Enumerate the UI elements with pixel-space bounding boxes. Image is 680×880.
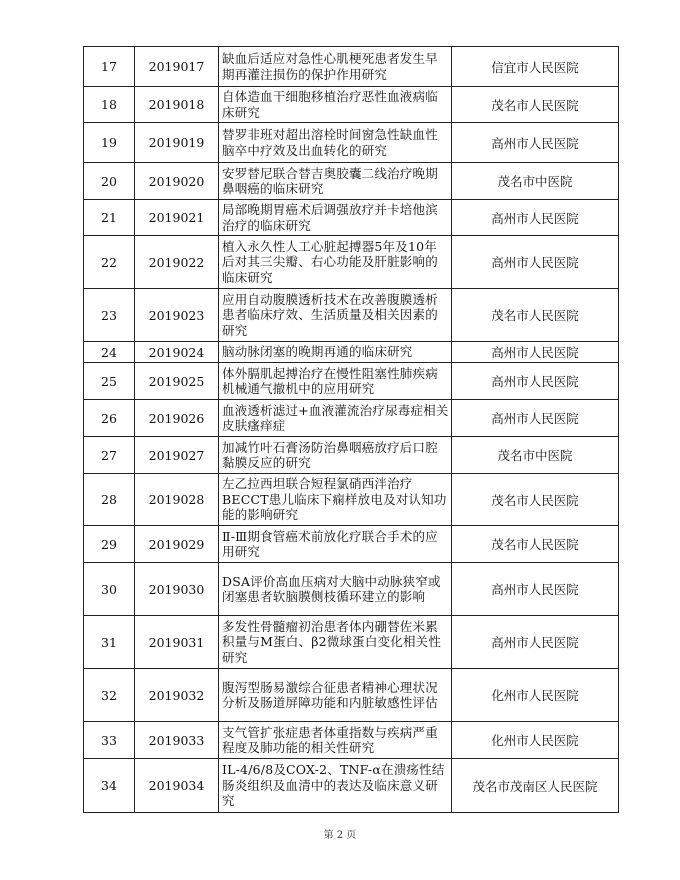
hospital-name: 茂名市茂南区人民医院 [452,759,619,813]
project-id: 2019029 [135,526,219,563]
row-number: 22 [84,236,135,289]
project-title: 支气管扩张症患者体重指数与疾病严重程度及肺功能的相关性研究 [219,722,452,759]
project-title: 植入永久性人工心脏起搏器5年及10年后对其三尖瓣、右心功能及肝脏影响的临床研究 [219,236,452,289]
table-row [84,474,619,526]
project-id: 2019020 [135,163,219,200]
project-title: 血液透析滤过+血液灌流治疗尿毒症相关皮肤瘙痒症 [219,400,452,437]
hospital-name: 高州市人民医院 [452,342,619,363]
project-title: 腹泻型肠易激综合征患者精神心理状况分析及肠道屏障功能和内脏敏感性评估 [219,669,452,722]
project-title: 应用自动腹膜透析技术在改善腹膜透析患者临床疗效、生活质量及相关因素的研究 [219,289,452,342]
row-number: 31 [84,616,135,669]
table-row [84,200,619,236]
table-row [84,342,619,363]
project-id: 2019028 [135,474,219,526]
row-number: 18 [84,87,135,123]
row-number: 32 [84,669,135,722]
hospital-name: 化州市人民医院 [452,722,619,759]
hospital-name: 茂名市人民医院 [452,87,619,123]
project-id: 2019031 [135,616,219,669]
project-id: 2019022 [135,236,219,289]
project-title: 局部晚期胃癌术后调强放疗并卡培他滨治疗的临床研究 [219,200,452,236]
hospital-name: 茂名市人民医院 [452,526,619,563]
row-number: 19 [84,123,135,163]
row-number: 24 [84,342,135,363]
project-id: 2019018 [135,87,219,123]
project-id: 2019017 [135,47,219,87]
project-title: 自体造血干细胞移植治疗恶性血液病临床研究 [219,87,452,123]
table-row [84,47,619,87]
table-row [84,759,619,813]
row-number: 23 [84,289,135,342]
project-id: 2019032 [135,669,219,722]
table-row [84,722,619,759]
hospital-name: 茂名市人民医院 [452,474,619,526]
row-number: 26 [84,400,135,437]
table-row [84,669,619,722]
project-table [83,46,619,813]
table-row [84,363,619,400]
row-number: 28 [84,474,135,526]
hospital-name: 茂名市人民医院 [452,289,619,342]
row-number: 17 [84,47,135,87]
table-row [84,616,619,669]
row-number: 25 [84,363,135,400]
hospital-name: 化州市人民医院 [452,669,619,722]
project-title: DSA评价高血压病对大脑中动脉狭窄或闭塞患者软脑膜侧枝循环建立的影响 [219,563,452,616]
project-title: 体外膈肌起搏治疗在慢性阻塞性肺疾病机械通气撤机中的应用研究 [219,363,452,400]
project-id: 2019034 [135,759,219,813]
row-number: 34 [84,759,135,813]
table-row [84,526,619,563]
hospital-name: 茂名市中医院 [452,163,619,200]
hospital-name: 高州市人民医院 [452,616,619,669]
table-row [84,87,619,123]
table-row [84,437,619,474]
table-row [84,289,619,342]
row-number: 21 [84,200,135,236]
project-id: 2019026 [135,400,219,437]
project-title: 脑动脉闭塞的晚期再通的临床研究 [219,342,452,363]
project-title: 替罗非班对超出溶栓时间窗急性缺血性脑卒中疗效及出血转化的研究 [219,123,452,163]
hospital-name: 高州市人民医院 [452,563,619,616]
project-id: 2019025 [135,363,219,400]
row-number: 33 [84,722,135,759]
hospital-name: 高州市人民医院 [452,123,619,163]
project-title: 加减竹叶石膏汤防治鼻咽癌放疗后口腔黏膜反应的研究 [219,437,452,474]
hospital-name: 茂名市中医院 [452,437,619,474]
project-title: 缺血后适应对急性心肌梗死患者发生早期再灌注损伤的保护作用研究 [219,47,452,87]
table-row [84,123,619,163]
hospital-name: 高州市人民医院 [452,363,619,400]
project-id: 2019033 [135,722,219,759]
hospital-name: 信宜市人民医院 [452,47,619,87]
table-row [84,400,619,437]
project-title: 安罗替尼联合替吉奥胶囊二线治疗晚期鼻咽癌的临床研究 [219,163,452,200]
project-title: Ⅱ-Ⅲ期食管癌术前放化疗联合手术的应用研究 [219,526,452,563]
project-id: 2019027 [135,437,219,474]
project-id: 2019023 [135,289,219,342]
row-number: 30 [84,563,135,616]
hospital-name: 高州市人民医院 [452,236,619,289]
project-title: 左乙拉西坦联合短程氯硝西泮治疗BECCT患儿临床下痫样放电及对认知功能的影响研究 [219,474,452,526]
table-row [84,563,619,616]
hospital-name: 高州市人民医院 [452,400,619,437]
project-id: 2019030 [135,563,219,616]
project-id: 2019019 [135,123,219,163]
row-number: 20 [84,163,135,200]
row-number: 29 [84,526,135,563]
hospital-name: 高州市人民医院 [452,200,619,236]
project-title: 多发性骨髓瘤初治患者体内硼替佐米累积量与M蛋白、β2微球蛋白变化相关性研究 [219,616,452,669]
table-row [84,236,619,289]
row-number: 27 [84,437,135,474]
page-number: 第 2 页 [323,830,357,841]
table-row [84,163,619,200]
project-id: 2019021 [135,200,219,236]
project-id: 2019024 [135,342,219,363]
project-title: IL-4/6/8及COX-2、TNF-α在溃疡性结肠炎组织及血清中的表达及临床意义研究 [219,759,452,813]
